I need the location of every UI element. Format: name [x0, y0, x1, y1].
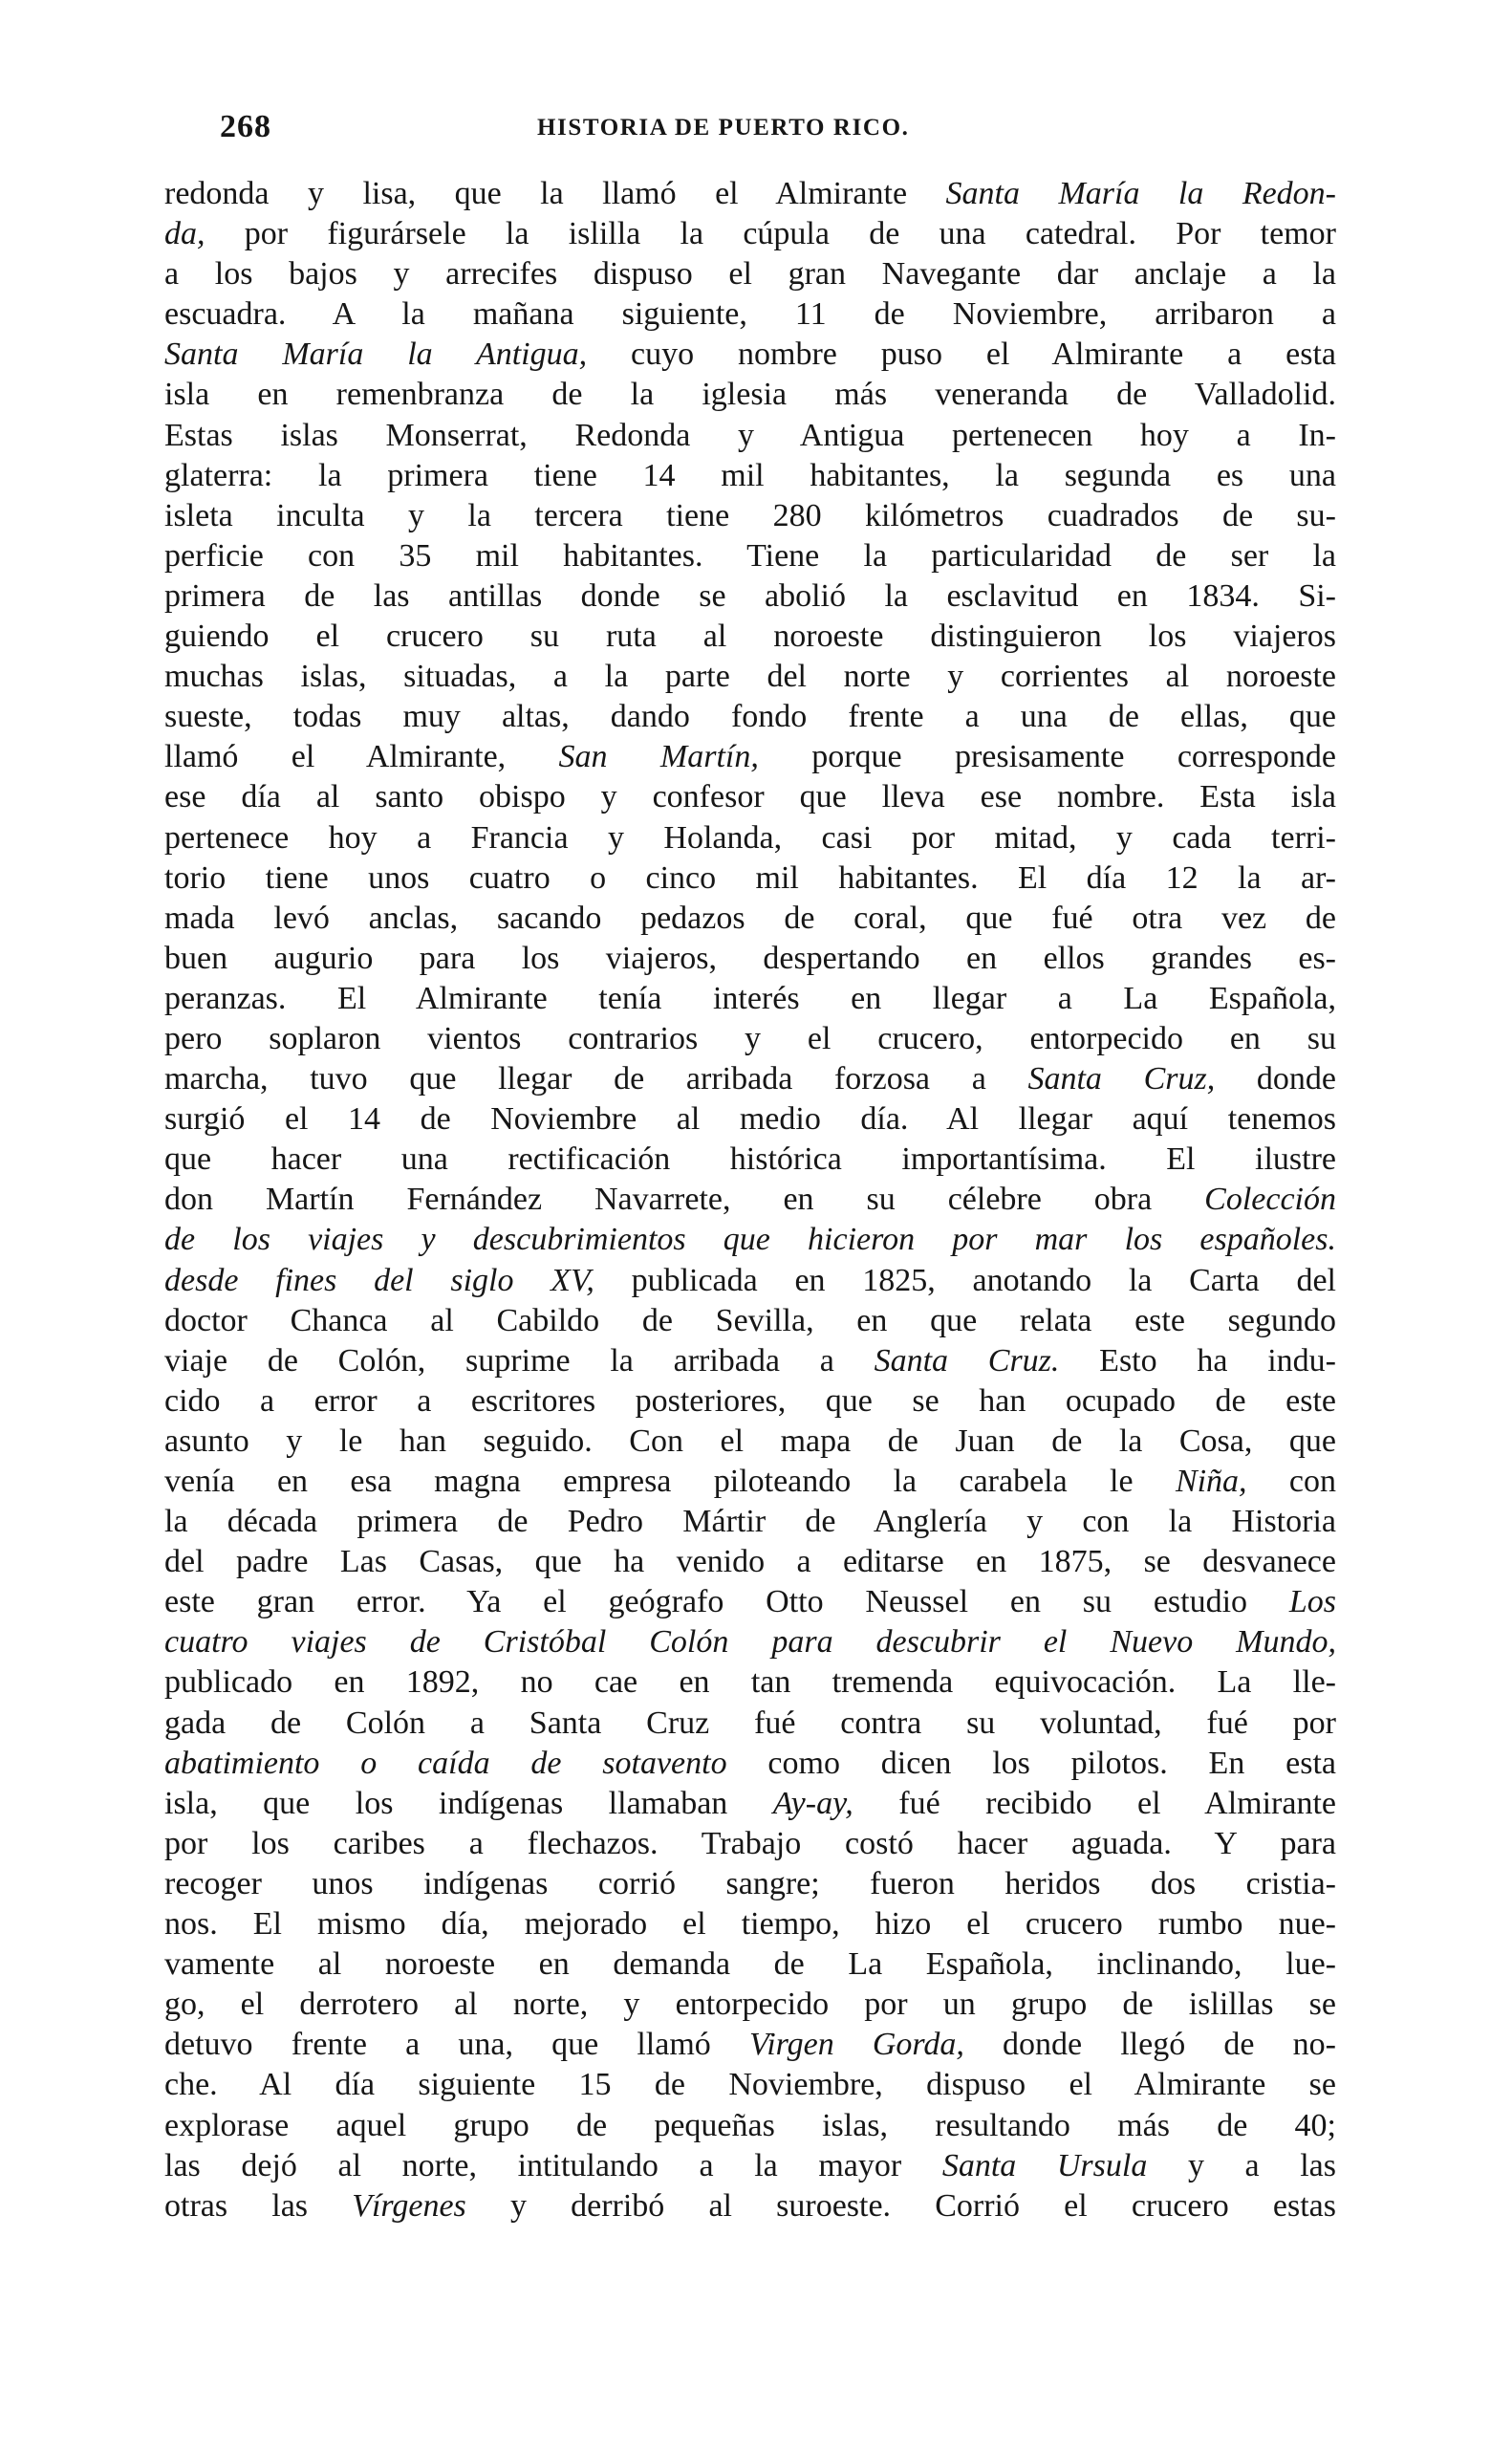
running-head: [164, 103, 1336, 151]
text-line: [164, 1864, 1336, 1904]
text-segment: go, el derrotero al norte, y entorpecido por un grupo de islillas se: [164, 1987, 1336, 2023]
text-line: [164, 214, 1336, 254]
text-line: [164, 777, 1336, 817]
text-segment: gada de Colón a Santa Cruz fué contra su voluntad, fué por: [164, 1705, 1336, 1741]
text-segment: y a las: [1147, 2147, 1336, 2183]
text-line: [164, 1301, 1336, 1341]
italic-text-segment: de los viajes y descubrimientos que hicieron por mar los españoles.: [164, 1222, 1336, 1258]
text-line: [164, 1622, 1336, 1662]
text-line: [164, 1784, 1336, 1824]
text-line: [164, 1099, 1336, 1140]
text-segment: cido a error a escritores posteriores, que se han ocupado de este: [164, 1382, 1336, 1419]
text-line: [164, 1341, 1336, 1381]
text-line: [164, 939, 1336, 979]
text-segment: ese día al santo obispo y confesor que lleva ese nombre. Esta isla: [164, 779, 1336, 815]
text-segment: primera de las antillas donde se abolió la esclavitud en 1834. Si-: [164, 577, 1336, 614]
text-segment: donde: [1215, 1061, 1336, 1097]
text-line: [164, 294, 1336, 335]
text-segment: venía en esa magna empresa piloteando la carabela le: [164, 1464, 1176, 1499]
text-line: [164, 1261, 1336, 1301]
text-line: [164, 375, 1336, 415]
text-line: [164, 1462, 1336, 1502]
text-segment: surgió el 14 de Noviembre al medio día. Al llegar aquí tenemos: [164, 1101, 1336, 1138]
text-line: [164, 899, 1336, 939]
text-segment: llamó el Almirante,: [164, 739, 559, 775]
text-line: [164, 2065, 1336, 2105]
text-segment: por los caribes a flechazos. Trabajo costó hacer aguada. Y para: [164, 1825, 1336, 1861]
text-line: [164, 818, 1336, 858]
text-segment: mada levó anclas, sacando pedazos de coral, que fué otra vez de: [164, 900, 1336, 936]
text-line: [164, 576, 1336, 617]
text-line: [164, 2025, 1336, 2065]
text-segment: Estas islas Monserrat, Redonda y Antigua pertenecen hoy a In-: [164, 417, 1336, 453]
text-segment: asunto y le han seguido. Con el mapa de Juan de la Cosa, que: [164, 1422, 1336, 1459]
text-line: [164, 456, 1336, 496]
text-segment: con: [1246, 1464, 1336, 1499]
italic-text-segment: abatimiento o caída de sotavento: [164, 1745, 727, 1781]
italic-text-segment: San Martín,: [558, 739, 759, 775]
text-segment: a los bajos y arrecifes dispuso el gran Navegante dar anclaje a la: [164, 256, 1336, 293]
text-line: [164, 2186, 1336, 2226]
text-line: [164, 697, 1336, 737]
text-line: [164, 1704, 1336, 1744]
text-segment: la década primera de Pedro Mártir de Anglería y con la Historia: [164, 1504, 1336, 1540]
text-line: [164, 536, 1336, 576]
text-line: [164, 737, 1336, 777]
text-segment: don Martín Fernández Navarrete, en su célebre obra: [164, 1182, 1205, 1218]
text-segment: este gran error. Ya el geógrafo Otto Neussel en su estudio: [164, 1584, 1289, 1620]
text-line: [164, 1744, 1336, 1784]
text-segment: escuadra. A la mañana siguiente, 11 de Noviembre, arribaron a: [164, 296, 1336, 333]
text-line: [164, 1662, 1336, 1703]
text-line: [164, 2106, 1336, 2146]
body-text: [164, 174, 1336, 2226]
text-segment: fué recibido el Almirante: [853, 1785, 1336, 1821]
text-segment: las dejó al norte, intitulando a la mayor: [164, 2147, 942, 2183]
text-segment: Esto ha indu-: [1059, 1342, 1336, 1379]
text-line: [164, 1180, 1336, 1220]
text-segment: detuvo frente a una, que llamó: [164, 2027, 749, 2063]
italic-text-segment: desde fines del siglo XV,: [164, 1262, 594, 1298]
text-line: [164, 1904, 1336, 1944]
text-line: [164, 1542, 1336, 1582]
text-segment: torio tiene unos cuatro o cinco mil habitantes. El día 12 la ar-: [164, 859, 1336, 896]
text-segment: vamente al noroeste en demanda de La Española, inclinando, lue-: [164, 1946, 1336, 1983]
text-segment: donde llegó de no-: [963, 2027, 1336, 2063]
text-segment: nos. El mismo día, mejorado el tiempo, hizo el crucero rumbo nue-: [164, 1906, 1336, 1943]
text-line: [164, 1502, 1336, 1542]
text-line: [164, 1824, 1336, 1864]
text-segment: doctor Chanca al Cabildo de Sevilla, en que relata este segundo: [164, 1302, 1336, 1338]
text-segment: publicado en 1892, no cae en tan tremenda equivocación. La lle-: [164, 1664, 1336, 1701]
text-line: [164, 1422, 1336, 1462]
italic-text-segment: Santa Cruz.: [874, 1342, 1060, 1379]
text-line: [164, 416, 1336, 456]
italic-text-segment: cuatro viajes de Cristóbal Colón para descubrir el Nuevo Mundo,: [164, 1624, 1336, 1661]
text-line: [164, 1220, 1336, 1260]
text-line: [164, 1582, 1336, 1622]
text-line: [164, 858, 1336, 899]
text-segment: guiendo el crucero su ruta al noroeste distinguieron los viajeros: [164, 619, 1336, 655]
italic-text-segment: Santa Cruz,: [1027, 1061, 1216, 1097]
text-segment: marcha, tuvo que llegar de arribada forzosa a: [164, 1061, 1028, 1097]
text-segment: isleta inculta y la tercera tiene 280 kilómetros cuadrados de su-: [164, 497, 1336, 533]
text-segment: buen augurio para los viajeros, despertando en ellos grandes es-: [164, 940, 1336, 976]
text-segment: porque presisamente corresponde: [758, 739, 1336, 775]
text-line: [164, 1381, 1336, 1422]
text-segment: isla en remenbranza de la iglesia más veneranda de Valladolid.: [164, 377, 1336, 413]
text-line: [164, 174, 1336, 214]
italic-text-segment: da,: [164, 216, 205, 252]
text-line: [164, 1059, 1336, 1099]
text-line: [164, 335, 1336, 375]
text-segment: por figurársele la islilla la cúpula de una catedral. Por temor: [205, 216, 1336, 252]
italic-text-segment: Vírgenes: [352, 2187, 466, 2224]
text-segment: isla, que los indígenas llamaban: [164, 1785, 773, 1821]
italic-text-segment: Niña,: [1175, 1464, 1247, 1499]
text-segment: redonda y lisa, que la llamó el Almirante: [164, 176, 946, 211]
text-segment: cuyo nombre puso el Almirante a esta: [587, 337, 1336, 373]
text-line: [164, 617, 1336, 657]
text-segment: otras las: [164, 2187, 353, 2224]
text-line: [164, 1944, 1336, 1985]
text-segment: perficie con 35 mil habitantes. Tiene la particularidad de ser la: [164, 537, 1336, 574]
text-segment: peranzas. El Almirante tenía interés en llegar a La Española,: [164, 980, 1336, 1016]
italic-text-segment: Los: [1288, 1584, 1336, 1620]
text-segment: explorase aquel grupo de pequeñas islas, resultando más de 40;: [164, 2107, 1336, 2143]
italic-text-segment: Ay-ay,: [772, 1785, 853, 1821]
text-line: [164, 1985, 1336, 2025]
text-line: [164, 1140, 1336, 1180]
text-segment: que hacer una rectificación histórica importantísima. El ilustre: [164, 1141, 1336, 1178]
text-segment: che. Al día siguiente 15 de Noviembre, dispuso el Almirante se: [164, 2067, 1336, 2103]
running-title: HISTORIA DE PUERTO RICO.: [537, 115, 910, 141]
text-segment: sueste, todas muy altas, dando fondo frente a una de ellas, que: [164, 699, 1336, 735]
italic-text-segment: Santa Ursula: [941, 2147, 1148, 2183]
text-line: [164, 657, 1336, 697]
italic-text-segment: Virgen Gorda,: [748, 2027, 964, 2063]
text-segment: pertenece hoy a Francia y Holanda, casi por mitad, y cada terri-: [164, 819, 1336, 856]
italic-text-segment: Santa María la Redon-: [945, 176, 1336, 211]
text-segment: pero soplaron vientos contrarios y el crucero, entorpecido en su: [164, 1020, 1336, 1056]
italic-text-segment: Colección: [1204, 1182, 1336, 1218]
page-number: 268: [220, 109, 271, 144]
text-line: [164, 979, 1336, 1019]
text-line: [164, 1019, 1336, 1059]
text-segment: recoger unos indígenas corrió sangre; fueron heridos dos cristia-: [164, 1865, 1336, 1901]
italic-text-segment: Santa María la Antigua,: [164, 337, 588, 373]
text-segment: glaterra: la primera tiene 14 mil habitantes, la segunda es una: [164, 457, 1336, 493]
text-line: [164, 254, 1336, 294]
text-segment: como dicen los pilotos. En esta: [726, 1745, 1336, 1781]
text-segment: muchas islas, situadas, a la parte del norte y corrientes al noroeste: [164, 659, 1336, 695]
text-line: [164, 2146, 1336, 2186]
text-line: [164, 496, 1336, 536]
text-segment: viaje de Colón, suprime la arribada a: [164, 1342, 875, 1379]
text-segment: publicada en 1825, anotando la Carta del: [594, 1262, 1336, 1298]
text-segment: y derribó al suroeste. Corrió el crucero estas: [465, 2187, 1336, 2224]
text-segment: del padre Las Casas, que ha venido a editarse en 1875, se desvanece: [164, 1544, 1336, 1580]
